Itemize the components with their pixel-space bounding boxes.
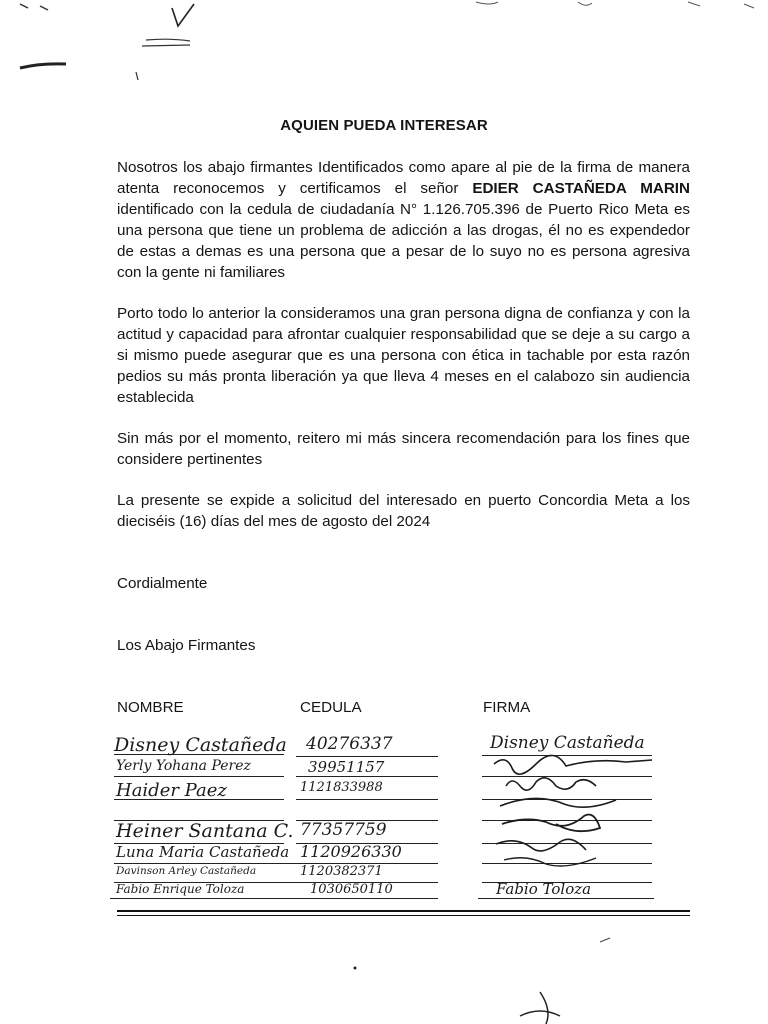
subject-name: EDIER CASTAÑEDA MARIN: [472, 180, 690, 197]
row-rule: [296, 799, 438, 800]
row-rule: [478, 898, 654, 899]
header-name: NOMBRE: [117, 699, 184, 716]
scan-marks-top: [0, 0, 768, 110]
signature-scribbles: [476, 752, 676, 892]
document-title: AQUIEN PUEDA INTERESAR: [280, 117, 488, 134]
header-signature: FIRMA: [483, 699, 531, 716]
header-id: CEDULA: [300, 699, 362, 716]
handwritten-id: 1120926330: [300, 842, 402, 861]
bottom-rule: [117, 915, 690, 916]
handwritten-name: Heiner Santana C.: [116, 820, 294, 842]
row-rule: [296, 776, 438, 777]
row-rule: [110, 898, 310, 899]
handwritten-id: 40276337: [306, 734, 393, 754]
row-rule: [296, 898, 438, 899]
handwritten-id: 39951157: [308, 758, 385, 776]
bottom-rule: [117, 910, 690, 912]
closing-text: Cordialmente: [117, 575, 208, 592]
paragraph-issued: La presente se expide a solicitud del interesado en puerto Concordia Meta a los dieciséis (16) días del mes de agosto del 2024: [117, 492, 690, 530]
handwritten-id: 1121833988: [300, 780, 383, 795]
handwritten-name: Disney Castañeda: [114, 734, 287, 756]
handwritten-name: Davinson Arley Castañeda: [116, 865, 257, 877]
signature: Fabio Toloza: [496, 880, 592, 898]
signers-label: Los Abajo Firmantes: [117, 637, 256, 654]
handwritten-name: Luna Maria Castañeda: [116, 843, 290, 861]
handwritten-id: 1120382371: [300, 864, 383, 879]
paragraph-character: Porto todo lo anterior la consideramos una gran persona digna de confianza y con la actitud y capacidad para afrontar cualquier responsabilidad que se deje a su cargo a si mismo puede asegurar que es una persona con ética in tachable por esta razón pedios su más pronta liberación ya que lleva 4 meses en el calabozo sin audiencia establecida: [117, 305, 690, 406]
scan-marks-bottom: [0, 920, 768, 1024]
paragraph-recommendation: Sin más por el momento, reitero mi más sincera recomendación para los fines que considere pertinentes: [117, 430, 690, 468]
row-rule: [114, 776, 284, 777]
paragraph-certification: Nosotros los abajo firmantes Identificados como apare al pie de la firma de manera atenta reconocemos y certificamos el señor EDIER CASTAÑEDA MARIN identificado con la cedula de ciudadanía N° 1.126.705.396 de Puerto Rico Meta es una persona que tiene un problema de adicción a las drogas, él no es expendedor de estas a demas es una persona que a pesar de lo suyo no es persona agresiva con la gente ni familiares: [117, 159, 690, 281]
handwritten-id: 1030650110: [310, 882, 393, 897]
handwritten-id: 77357759: [300, 820, 387, 840]
handwritten-name: Haider Paez: [116, 780, 227, 801]
handwritten-name: Fabio Enrique Toloza: [116, 882, 245, 896]
handwritten-name: Yerly Yohana Perez: [116, 758, 251, 774]
signature: Disney Castañeda: [490, 733, 645, 753]
